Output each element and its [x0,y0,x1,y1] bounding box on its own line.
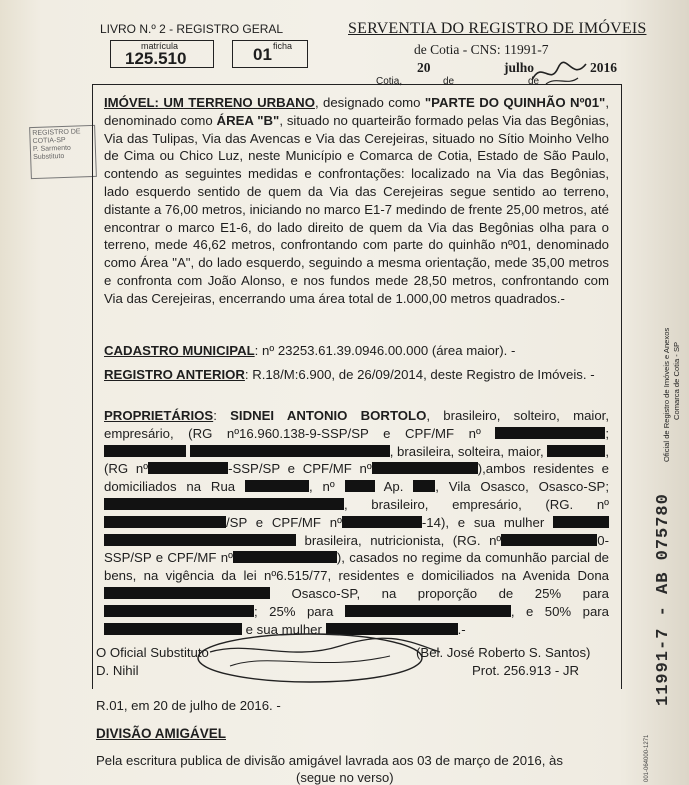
owner-text: ; 25% para [254,603,334,619]
divisao-heading: DIVISÃO AMIGÁVEL [96,726,227,741]
redaction-bar [245,480,309,492]
matricula-number: 125.510 [125,49,187,68]
cadastro-section [104,342,609,360]
imovel-section [104,94,609,308]
owner-text: e sua mulher [245,621,322,637]
owner-text: , brasileiro, solteiro, maior, empresário, (RG nº16.960.138-9-SSP/SP e CPF/MF nº [104,408,609,441]
owner-text: brasileira, nutricionista, (RG. nº [304,532,502,548]
ficha-box [232,40,308,68]
matricula-caption: matrícula [141,41,179,51]
cadastro-label: CADASTRO MUNICIPAL [104,343,255,358]
imovel-description: , situado no quarteirão formado pelas Via das Begônias, Via das Tulipas, Via das Avencas e Via das Cerejeiras, situado no Sítio Moinho Velho de Cima ou Chico Luz, neste Município e Comarca de Cotia, Estado de São Paulo, contendo as seguintes medidas e confrontações: localizado na Via das Begônias, lado esquerdo sentido de quem da Via das Cerejeiras segue sentido ao terreno, distante a 76,00 metros, iniciando no marco E1-7 medindo de frente 25,00 metros, até encontrar o marco E1-6, do lado direito de quem da Via das Begônias olha para o terreno, mede 46,62 metros, confrontando com parte do quinhão nº01, denominado como Área "A", do lado esquerdo, seguindo a mesma orientação, mede 35,00 metros e confronta com João Alonso, e nos fundos mede 28,50 metros, confrontando com Via das Cerejeiras, encerrando uma área total de 1.000,00 metros quadrados.- [104,112,609,306]
officer-signature-icon [190,622,450,690]
stamp-line: COTIA-SP [32,136,66,146]
registro-label: REGISTRO ANTERIOR [104,367,245,382]
registro-text: : R.18/M:6.900, de 26/09/2014, deste Registro de Imóveis. - [244,367,595,382]
imovel-label: IMÓVEL: UM TERRENO URBANO [104,95,315,110]
redaction-bar [501,534,597,546]
redaction-bar [104,445,186,457]
redaction-bar [233,551,337,563]
owner-text: -14), e sua mulher [421,514,545,530]
owner-text: .- [457,621,466,637]
owner-text: /SP e CPF/MF nº [226,514,342,530]
redaction-bar [495,427,605,439]
stamp-line: Substituto [33,152,65,162]
oficial-vertical-2: Comarca de Cotia - SP [672,341,681,420]
redaction-bar [104,587,270,599]
owner-text: -SSP/SP e CPF/MF nº [228,461,372,477]
date-de: de [443,76,455,87]
stamp-line: REGISTRO DE [32,128,81,138]
oficial-vertical-1: Oficial de Registro de Imóveis e Anexos [662,327,671,462]
redaction-bar [547,445,605,457]
stamp-line: P. Sarmento [32,144,72,154]
owner-text: , Vila Osasco, Osasco-SP; [435,479,609,495]
oficial-name: (Bel. José Roberto S. Santos) [416,645,591,660]
registro-section [104,366,609,384]
redaction-bar [413,480,435,492]
owner-text: , brasileiro, empresário, (RG. nº [344,496,609,512]
date-year: 2016 [590,60,617,75]
r01-line: R.01, em 20 de julho de 2016. - [96,698,281,713]
redaction-bar [345,605,511,617]
tiny-code: 001-064000-1271 [644,734,650,782]
redaction-bar [342,516,422,528]
redaction-bar [104,516,226,528]
proprietarios-section: PROPRIETÁRIOS: SIDNEI ANTONIO BORTOLO, brasileiro, solteiro, maior, empresário, (RG nº16.960.138-9-SSP/SP e CPF/MF nº ; , brasileira, solteira, maior, , (RG nº -SSP/SP e CPF/MF nº ),ambos residentes e domiciliados na Rua , nº Ap. , Vila Osasco, Osasco-SP; , brasileiro, empresário, (RG. nº/SP e CPF/MF nº -14), e sua mulher brasileira, nutricionista, (RG. nº 0-SSP/SP e CPF/MF nº ), casados no regime da comunhão parcial de bens, na vigência da lei nº6.515/77, residentes e domiciliados na Avenida Dona Osasco-SP, na proporção de 25% para ; 25% para , e 50% para e sua mulher .- [104,408,610,637]
dnihil-label: D. Nihil [96,663,139,678]
redaction-bar [372,462,478,474]
imovel-parte: "PARTE DO QUINHÃO Nº01" [424,95,606,110]
redaction-bar [148,462,228,474]
oficial-label: O Oficial Substituto [96,645,209,660]
imovel-area: ÁREA "B" [216,112,280,128]
ficha-number: 01 [253,45,272,64]
owner-name: SIDNEI ANTONIO BORTOLO [230,408,427,423]
right-margin [640,0,689,785]
owner-text: ), casados no regime da comunhão parcial de bens, na vigência da lei nº6.515/77, residentes e domiciliados na Avenida Dona [104,550,609,584]
segue-verso: (segue no verso) [296,770,394,785]
cns-line: de Cotia - CNS: 11991-7 [414,42,549,57]
date-month: julho [504,60,535,75]
cadastro-text: : nº 23253.61.39.0946.00.000 (área maior). - [254,343,516,358]
date-de2: de [528,76,540,87]
owner-text: Osasco-SP, na proporção de 25% para [291,585,610,601]
livro-label: LIVRO N.º 2 - REGISTRO GERAL [100,22,284,36]
owner-text: , nº [308,479,335,495]
owner-text: , (RG nº [104,443,609,477]
owner-text: , brasileira, solteira, maior, [389,443,544,459]
pela-line: Pela escritura publica de divisão amigável lavrada aos 03 de março de 2016, às [96,753,563,768]
page-title: SERVENTIA DO REGISTRO DE IMÓVEIS [348,20,647,37]
serial-number: 11991-7 - AB 075780 [654,493,673,706]
owner-text: 0-SSP/SP e CPF/MF nº [104,532,609,566]
redaction-bar [345,480,375,492]
owner-text: ; [605,425,609,441]
matricula-box [110,40,214,68]
protocol-number: Prot. 256.913 - JR [472,663,580,678]
date-city: Cotia, [376,76,403,87]
redaction-bar [104,534,296,546]
date-day: 20 [417,60,431,75]
ficha-caption: ficha [273,41,293,51]
redaction-bar [190,445,390,457]
owner-text: ),ambos residentes e domiciliados na Rua [104,461,609,495]
cartorio-stamp [29,125,97,179]
redaction-bar [104,605,254,617]
redaction-bar [104,498,344,510]
proprietarios-label: PROPRIETÁRIOS [104,408,214,423]
owner-text: Ap. [374,479,404,495]
owner-text: , e 50% para [510,603,610,619]
redaction-bar [553,516,609,528]
imovel-text: , denominado como [104,95,609,128]
imovel-text: , designado como [314,95,425,110]
